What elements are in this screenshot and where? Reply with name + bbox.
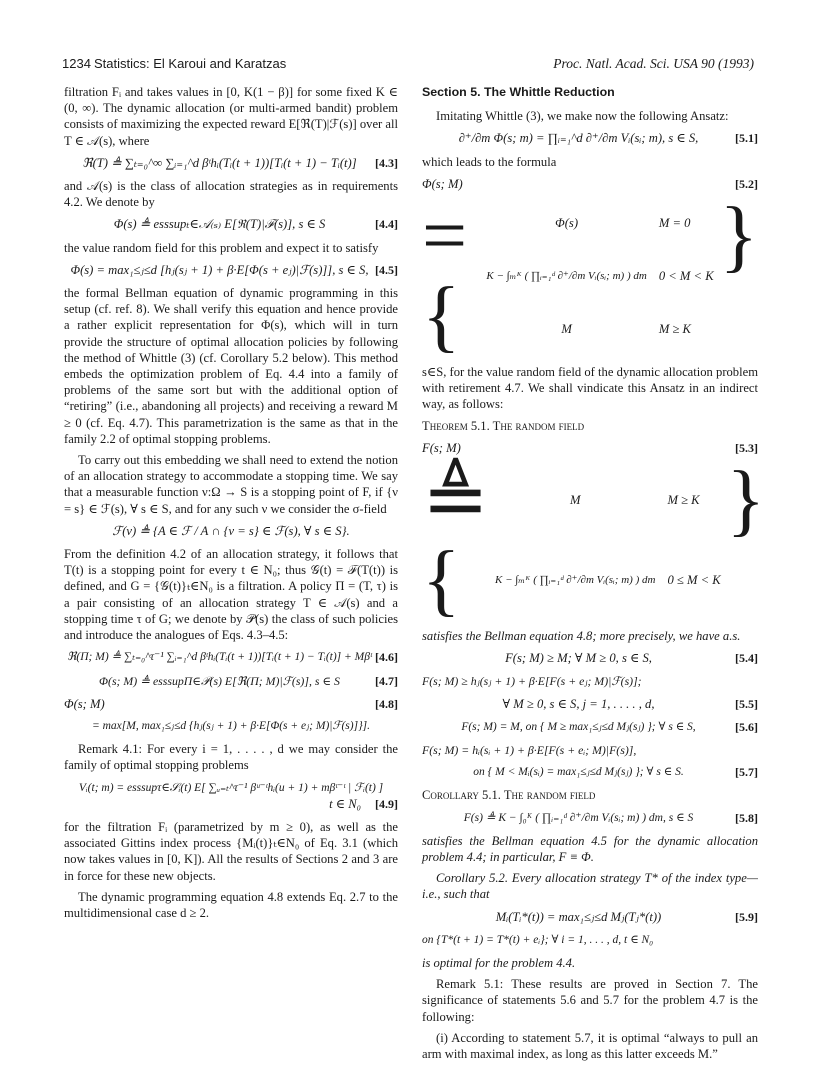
case-row — [480, 249, 719, 302]
left-brace: ≜ { — [422, 456, 490, 625]
paragraph: filtration Fᵢ and takes values in [0, K(1 − β)] for some fixed K ∈ (0, ∞). The dynamic allocation (or multi-armed bandit) problem consists of maximizing the expected reward E[ℜ(T)|ℱ(s)] over all T ∈ 𝒜(s), where — [64, 85, 398, 148]
equation-number: [4.7] — [375, 673, 398, 688]
paragraph: which leads to the formula — [422, 154, 557, 169]
case-row — [480, 303, 719, 356]
equation-body: Φ(s; M) ≜ esssupΠ∈𝒫(s) E[ℜ(Π; M)|ℱ(s)], s ∈ S — [99, 673, 340, 688]
equation-5-5b — [422, 696, 758, 712]
paragraph: Remark 5.1: These results are proved in Section 7. The significance of statements 5.6 and 5.7 for the problem 4.7 is the following: — [422, 977, 758, 1024]
equation-number: [5.6] — [735, 719, 758, 734]
case-cond: 0 < M < K — [658, 268, 714, 283]
equation-body: F(s) ≜ K − ∫₀ᴷ ( ∏ᵢ₌₁ᵈ ∂⁺/∂m Vᵢ(sᵢ; m) ) dm, s ∈ S — [463, 811, 694, 824]
equation-body: Φ(s) ≜ esssupₜ∈𝒜₍ₛ₎ E[ℜ(T)|ℱ(s)], s ∈ S — [113, 217, 326, 232]
equation-body: ℱ(ν) ≜ {A ∈ ℱ / A ∩ {ν = s} ∈ ℱ(s), ∀ s ∈ S}. — [112, 523, 350, 538]
paragraph: (i) According to statement 5.7, it is optimal “always to pull an arm with maximal index, as long as this latter exceeds M.” — [422, 1030, 758, 1062]
equation-5-7a — [422, 742, 758, 758]
paragraph: To carry out this embedding we shall need to extend the notion of an allocation strategy to accommodate a stopping time. We say that a measurable function ν:Ω → S is a stopping point of F, if {ν = s} ∈ ℱ(s), ∀ s ∈ S, and for any such ν we consider the σ-field — [64, 453, 398, 516]
equation-body: Φ(s) = max₁≤ⱼ≤d [hⱼ(sⱼ + 1) + β·E[Φ(s + eⱼ)|ℱ(s)]], s ∈ S, — [70, 262, 369, 277]
paragraph: for the filtration Fᵢ (parametrized by m ≥ 0), as well as the associated Gittins index process {Mᵢ(t)}ₜ∈N₀ of Eq. 3.1 (which now takes values in [0, K]). All the results of Sections 2 and 3 are in force for these new objects. — [64, 819, 398, 883]
equation-body: ∂⁺/∂m Φ(s; m) = ∏ᵢ₌₁^d ∂⁺/∂m Vᵢ(sᵢ; m), s ∈ S, — [458, 131, 699, 146]
equation-number: [5.8] — [735, 810, 758, 825]
equation-5-2-cases — [422, 192, 758, 361]
corollary-heading: Corollary 5.1. The random field — [422, 788, 596, 803]
cases-table — [480, 196, 719, 356]
running-title: Statistics: El Karoui and Karatzas — [94, 56, 287, 71]
equation-body: on {T*(t + 1) = T*(t) + eᵢ}; ∀ i = 1, . . . , d, t ∈ N₀ — [422, 933, 654, 946]
equation-body: = max[M, max₁≤ⱼ≤d {hⱼ(sⱼ + 1) + β·E[Φ(s + eⱼ; M)|ℱ(s)]}]. — [91, 719, 371, 732]
equation-number: [4.6] — [375, 650, 398, 665]
page-header — [62, 56, 754, 74]
equation-number: [4.8] — [375, 696, 398, 711]
equation-number: [5.1] — [735, 131, 758, 146]
equation-5-8 — [422, 810, 758, 826]
paragraph: and 𝒜(s) is the class of allocation strategies as in requirements 4.2. We denote by — [64, 179, 398, 210]
right-brace: } — [726, 456, 766, 545]
equation-4-3 — [64, 155, 398, 171]
equation-number: [4.9] — [375, 796, 398, 811]
paragraph: From the definition 4.2 of an allocation strategy, it follows that T(t) is a stopping point for every t ∈ N₀; thus 𝒢(t) = ℱ(T(t)) is defined, and G = {𝒢(t)}ₜ∈N₀ is a filtration. A policy Π = (T, τ) is a pair consisting of an allocation strategy T ∈ 𝒜(s) and a stopping time τ of G; we denote by 𝒫(s) the class of such policies and introduce the analogues of Eqs. 4.3–4.5: — [64, 547, 398, 643]
paragraph: Imitating Whittle (3), we make now the following Ansatz: — [436, 109, 729, 124]
equation-5-1 — [422, 130, 758, 146]
equation-lhs: F(s; M) — [422, 440, 461, 455]
equation-5-9 — [422, 909, 758, 925]
equation-body: on { M < Mᵢ(sᵢ) = max₁≤ⱼ≤d Mⱼ(sⱼ) }; ∀ s ∈ S. — [473, 766, 684, 779]
right-brace: } — [719, 192, 758, 281]
equation-number: [4.4] — [375, 217, 398, 232]
equation-4-8-body — [64, 718, 398, 734]
equation-4-6 — [64, 649, 398, 665]
equation-lhs: Φ(s; M) — [422, 176, 463, 191]
equation-number: [5.3] — [735, 440, 758, 455]
left-column — [64, 84, 398, 926]
equation-body: F(s; M) ≥ M; ∀ M ≥ 0, s ∈ S, — [505, 651, 652, 666]
paragraph: satisfies the Bellman equation 4.5 for the dynamic allocation problem 4.4; in particular, F ≡ Φ. — [422, 833, 758, 865]
paragraph: Remark 4.1: For every i = 1, . . . . , d we may consider the family of optimal stopping problems — [64, 742, 398, 773]
equation-number: [5.5] — [735, 696, 758, 711]
equation-5-9-condition — [422, 932, 758, 948]
equation-5-2-head — [422, 176, 758, 192]
equation-number: [5.7] — [735, 765, 758, 780]
right-column — [422, 84, 766, 1067]
equation-4-5 — [64, 262, 398, 278]
case-cond: M ≥ K — [658, 322, 691, 337]
equation-4-9 — [64, 780, 398, 812]
cases-table — [489, 460, 727, 620]
case-cond: 0 ≤ M < K — [667, 572, 721, 587]
equation-tail: t ∈ N₀ — [329, 796, 361, 811]
equation-5-5a — [422, 673, 758, 689]
equation-5-6 — [422, 719, 758, 735]
case-value: M — [561, 322, 572, 337]
equation-body: Vᵢ(t; m) = esssupτ∈𝒮ᵢ(t) E[ ∑ᵤ₌ₜ^τ⁻¹ βᵘ⁻ᵗhᵢ(u + 1) + mβᵗ⁻ᵗ | ℱᵢ(t) ] — [78, 781, 384, 794]
equation-lhs: Φ(s; M) — [64, 696, 105, 711]
case-row — [480, 196, 719, 249]
equation-4-4 — [64, 216, 398, 232]
paragraph: the value random field for this problem and expect it to satisfy — [64, 240, 379, 255]
equation-number: [5.4] — [735, 651, 758, 666]
equation-body: F(s; M) = hᵢ(sᵢ + 1) + β·E[F(s + eᵢ; M)|F(s)], — [422, 743, 637, 758]
left-brace: = { — [422, 192, 468, 361]
equation-body: ℜ(T) ≜ ∑ₜ₌₀^∞ ∑ᵢ₌₁^d βᵗhᵢ(Tᵢ(t + 1))[Tᵢ(t + 1) − Tᵢ(t)] — [82, 155, 357, 170]
case-value: M — [569, 492, 581, 507]
equation-5-4 — [422, 650, 758, 666]
case-value: Φ(s) — [555, 215, 579, 230]
paragraph: the formal Bellman equation of dynamic programming in this setup (cf. ref. 8). We shall verify this equation and hence provide a rather explicit representation for Φ(s), which will in turn provide the structure of optimal allocation policies by following the method of Whittle (3) (cf. Corollary 5.2 below). This method embeds the optimization problem of Eq. 4.4 into a family of problems of the same sort but with the additional option of “retiring” (i.e., abandoning all projects) and receiving a reward M ≥ 0 (cf. Eq. 4.7). This parametrization is the same as that in the family 2.2 of optimal stopping problems. — [64, 286, 398, 446]
equation-5-7b — [422, 764, 758, 780]
case-row — [489, 540, 727, 620]
equation-5-3-head — [422, 440, 758, 456]
case-cond: M ≥ K — [667, 492, 700, 507]
equation-body: Mᵢ(Tᵢ*(t)) = max₁≤ⱼ≤d Mⱼ(Tⱼ*(t)) — [495, 909, 662, 924]
equation-4-8-head — [64, 696, 398, 712]
paragraph: satisfies the Bellman equation 4.8; more precisely, we have a.s. — [422, 629, 741, 644]
equation-sigma-field — [64, 523, 398, 539]
journal-citation: Proc. Natl. Acad. Sci. USA 90 (1993) — [553, 56, 754, 71]
paragraph: Corollary 5.2. Every allocation strategy T* of the index type—i.e., such that — [422, 871, 758, 902]
section-title: Section 5. The Whittle Reduction — [422, 85, 615, 99]
equation-body: F(s; M) ≥ hⱼ(sⱼ + 1) + β·E[F(s + eⱼ; M)|ℱ(s)]; — [422, 674, 642, 689]
equation-number: [4.3] — [375, 155, 398, 170]
theorem-heading: Theorem 5.1. The random field — [422, 418, 585, 433]
case-row — [489, 460, 727, 540]
equation-body: F(s; M) = M, on { M ≥ max₁≤ⱼ≤d Mⱼ(sⱼ) }; ∀ s ∈ S, — [461, 720, 696, 733]
paragraph: is optimal for the problem 4.4. — [422, 956, 576, 971]
case-value: K − ∫ₘᴷ ( ∏ᵢ₌₁ᵈ ∂⁺/∂m Vᵢ(sᵢ; m) ) dm — [495, 573, 656, 586]
equation-number: [4.5] — [375, 262, 398, 277]
equation-number: [5.9] — [735, 909, 758, 924]
equation-5-3-cases — [422, 456, 766, 625]
equation-4-7 — [64, 673, 398, 689]
paragraph: s∈S, for the value random field of the dynamic allocation problem with retirement 4.7. We shall vindicate this Ansatz in an indirect way, as follows: — [422, 365, 758, 412]
paragraph: The dynamic programming equation 4.8 extends Eq. 2.7 to the multidimensional case d ≥ 2. — [64, 889, 398, 920]
case-value: K − ∫ₘᴷ ( ∏ᵢ₌₁ᵈ ∂⁺/∂m Vᵢ(sᵢ; m) ) dm — [486, 269, 647, 282]
equation-number: [5.2] — [735, 176, 758, 191]
case-cond: M = 0 — [658, 215, 691, 230]
equation-body: ∀ M ≥ 0, s ∈ S, j = 1, . . . . , d, — [502, 696, 655, 711]
equation-body: ℜ(Π; M) ≜ ∑ₜ₌₀^τ⁻¹ ∑ᵢ₌₁^d βᵗhᵢ(Tᵢ(t + 1))[Tᵢ(t + 1) − Tᵢ(t)] + Mβᵗ — [67, 651, 372, 664]
page-number: 1234 — [62, 56, 91, 71]
